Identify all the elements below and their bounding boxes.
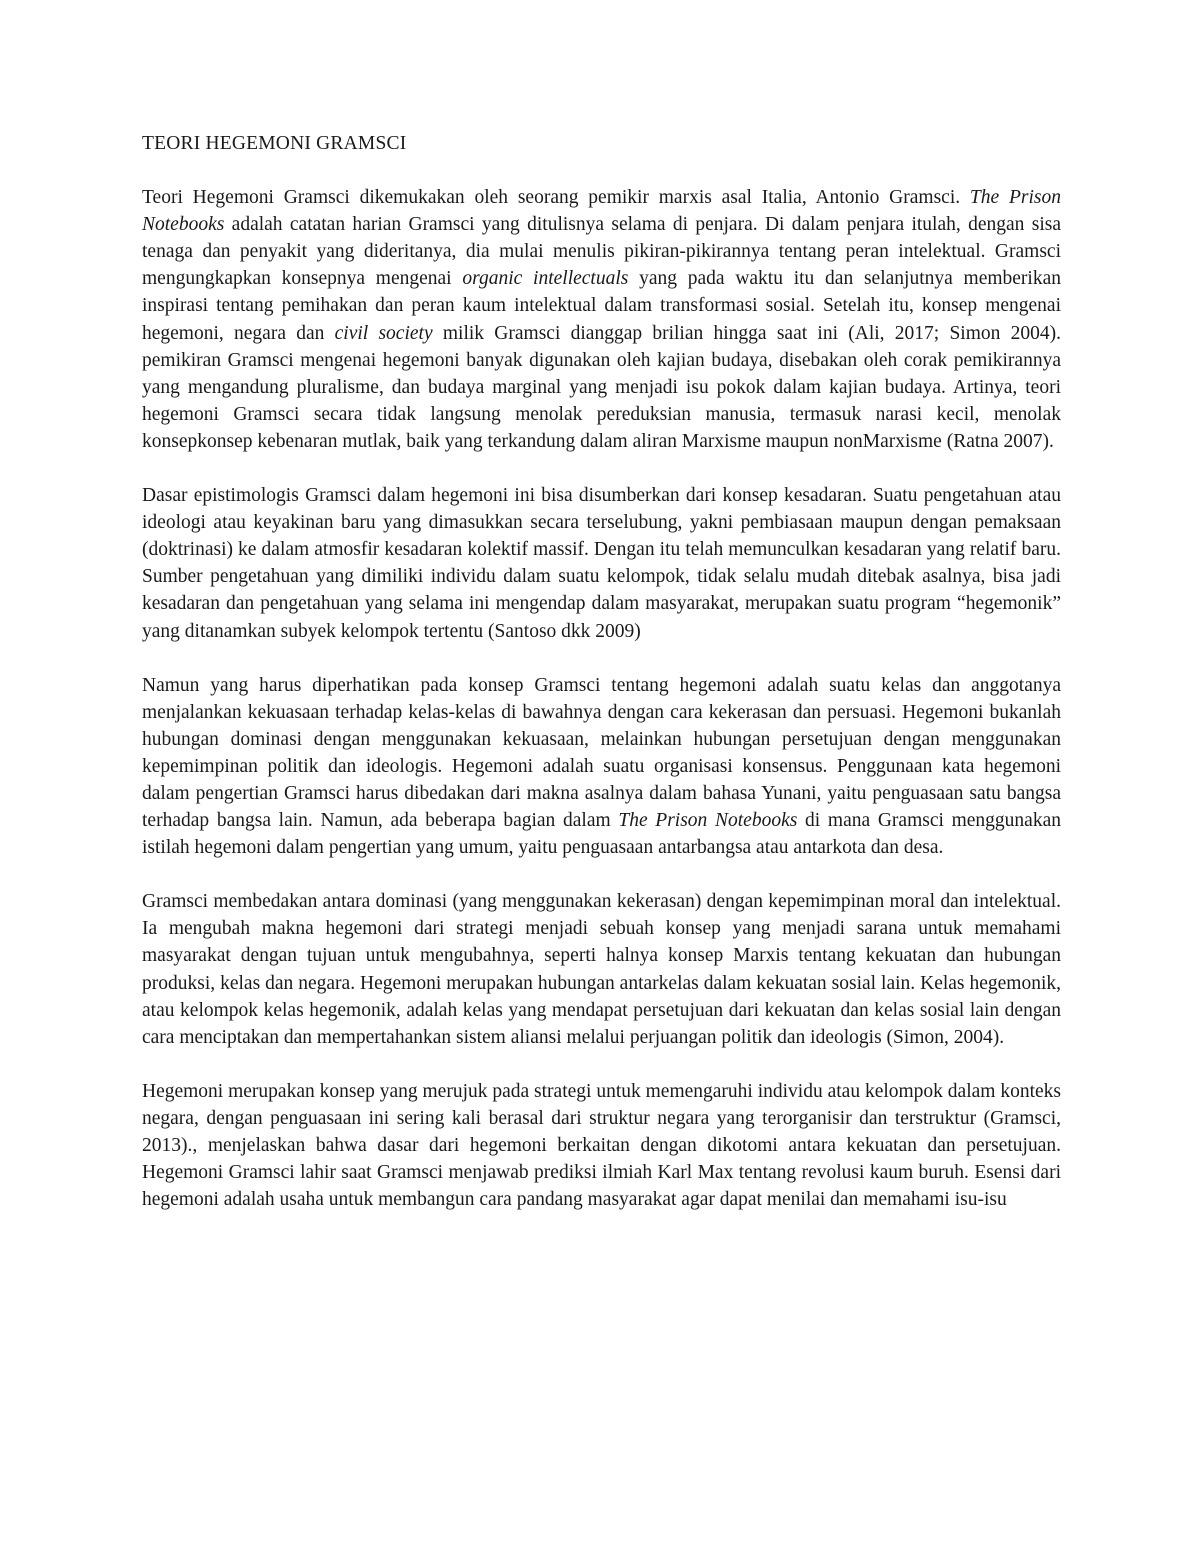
paragraph-1-text: adalah catatan harian Gramsci yang ditulisnya selama di penjara. Di dalam penjara itulah, dengan sisa tenaga dan penyakit yang dideritanya, dia mulai menulis pikiran-pikirannya tentang peran intelektual. Gramsci mengungkapkan konsepnya mengenai: [142, 214, 1061, 290]
paragraph-1: [142, 184, 1061, 455]
paragraph-1-text: Teori Hegemoni Gramsci dikemukakan oleh seorang pemikir marxis asal Italia, Antonio Gramsci.: [142, 187, 970, 209]
paragraph-2: [142, 482, 1061, 645]
paragraph-5: [142, 1078, 1061, 1213]
paragraph-3-text: Namun yang harus diperhatikan pada konsep Gramsci tentang hegemoni adalah suatu kelas dan anggotanya menjalankan kekuasaan terhadap kelas-kelas di bawahnya dengan cara kekerasan dan persuasi. Hegemoni bukanlah hubungan dominasi dengan menggunakan kekuasaan, melainkan hubungan persetujuan dengan menggunakan kepemimpinan politik dan ideologis. Hegemoni adalah suatu organisasi konsensus. Penggunaan kata hegemoni dalam pengertian Gramsci harus dibedakan dari makna asalnya dalam bahasa Yunani, yaitu penguasaan satu bangsa terhadap bangsa lain. Namun, ada beberapa bagian dalam: [142, 674, 1061, 832]
document-title: TEORI HEGEMONI GRAMSCI: [142, 133, 407, 154]
paragraph-5-text: Hegemoni merupakan konsep yang merujuk pada strategi untuk memengaruhi individu atau kelompok dalam konteks negara, dengan penguasaan ini sering kali berasal dari struktur negara yang terorganisir dan terstruktur (Gramsci, 2013)., menjelaskan bahwa dasar dari hegemoni berkaitan dengan dikotomi antara kekuatan dan persetujuan. Hegemoni Gramsci lahir saat Gramsci menjawab prediksi ilmiah Karl Max tentang revolusi kaum buruh. Esensi dari hegemoni adalah usaha untuk membangun cara pandang masyarakat agar dapat menilai dan memahami isu-isu: [142, 1080, 1061, 1211]
paragraph-2-text: Dasar epistimologis Gramsci dalam hegemoni ini bisa disumberkan dari konsep kesadaran. Suatu pengetahuan atau ideologi atau keyakinan baru yang dimasukkan secara terselubung, yakni pembiasaan maupun dengan pemaksaan (doktrinasi) ke dalam atmosfir kesadaran kolektif massif. Dengan itu telah memunculkan kesadaran yang relatif baru. Sumber pengetahuan yang dimiliki individu dalam suatu kelompok, tidak selalu mudah ditebak asalnya, bisa jadi kesadaran dan pengetahuan yang selama ini mengendap dalam masyarakat, merupakan suatu program “hegemonik” yang ditanamkan subyek kelompok tertentu (Santoso dkk 2009): [142, 485, 1061, 642]
paragraph-4: [142, 888, 1061, 1051]
paragraph-3: [142, 672, 1061, 862]
paragraph-3-text: di mana Gramsci menggunakan istilah hegemoni dalam pengertian yang umum, yaitu penguasaan antarbangsa atau antarkota dan desa.: [142, 810, 1061, 859]
book-title-italic: The Prison Notebooks: [142, 187, 1061, 236]
term-italic: organic intellectuals: [462, 268, 629, 290]
document-page: [142, 130, 1061, 1240]
term-italic: civil society: [334, 322, 433, 344]
book-title-italic: The Prison Notebooks: [618, 810, 798, 832]
paragraph-1-text: yang pada waktu itu dan selanjutnya memberikan inspirasi tentang pemihakan dan peran kaum intelektual dalam transformasi sosial. Setelah itu, konsep mengenai hegemoni, negara dan: [142, 268, 1061, 344]
paragraph-1-text: milik Gramsci dianggap brilian hingga saat ini (Ali, 2017; Simon 2004). pemikiran Gramsci mengenai hegemoni banyak digunakan oleh kajian budaya, disebakan oleh corak pemikirannya yang mengandung pluralisme, dan budaya marginal yang menjadi isu pokok dalam kajian budaya. Artinya, teori hegemoni Gramsci secara tidak langsung menolak pereduksian manusia, termasuk narasi kecil, menolak konsepkonsep kebenaran mutlak, baik yang terkandung dalam aliran Marxisme maupun nonMarxisme (Ratna 2007).: [142, 322, 1062, 452]
paragraph-4-text: Gramsci membedakan antara dominasi (yang menggunakan kekerasan) dengan kepemimpinan moral dan intelektual. Ia mengubah makna hegemoni dari strategi menjadi sebuah konsep yang menjadi sarana untuk memahami masyarakat dengan tujuan untuk mengubahnya, seperti halnya konsep Marxis tentang kekuatan dan hubungan produksi, kelas dan negara. Hegemoni merupakan hubungan antarkelas dalam kekuatan sosial lain. Kelas hegemonik, atau kelompok kelas hegemonik, adalah kelas yang mendapat persetujuan dari kekuatan dan kelas sosial lain dengan cara menciptakan dan mempertahankan sistem aliansi melalui perjuangan politik dan ideologis (Simon, 2004).: [142, 891, 1061, 1048]
